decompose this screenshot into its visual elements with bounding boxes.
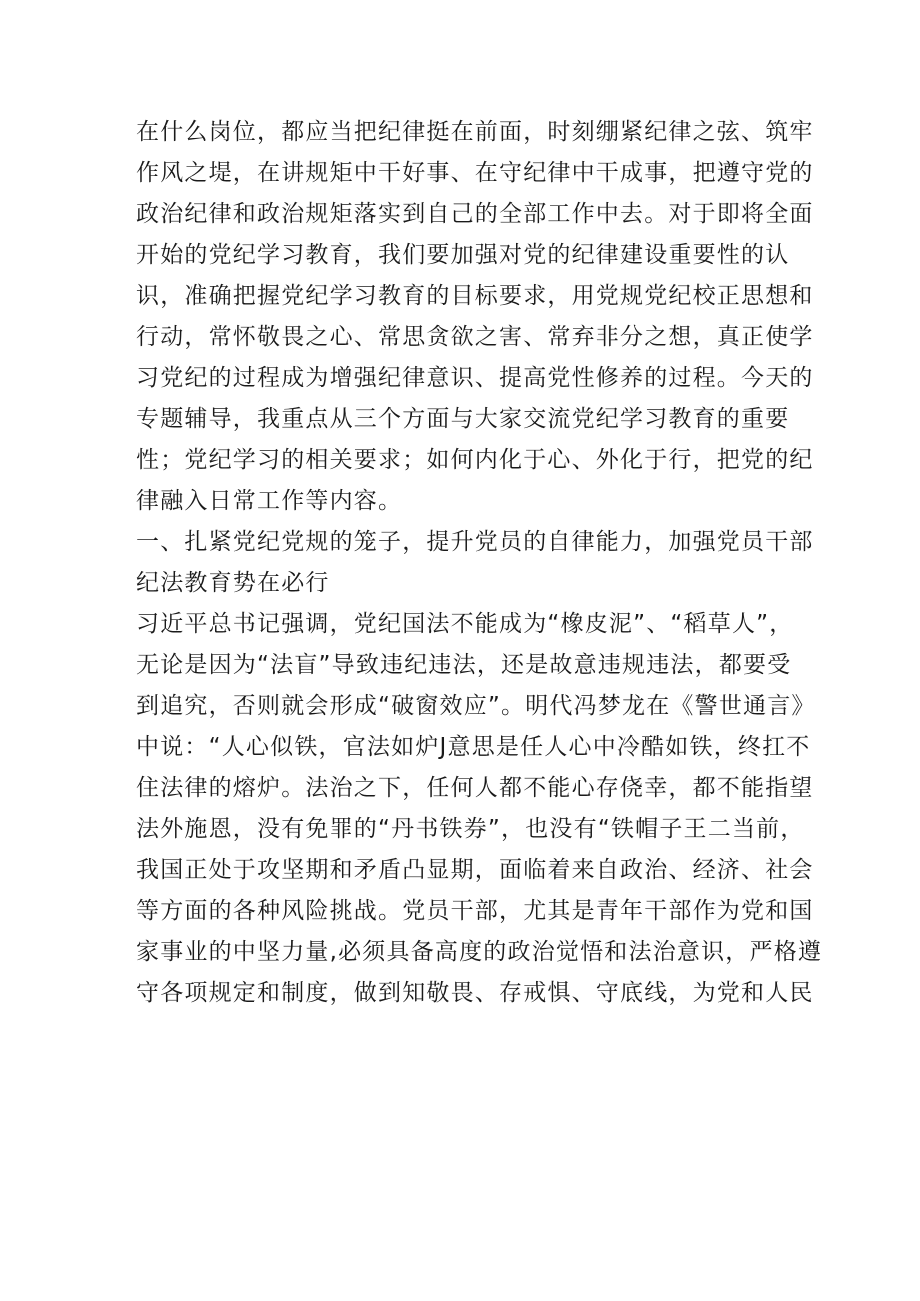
text-line: 我国正处于攻坚期和矛盾凸显期，面临着来自政治、经济、社会 — [136, 857, 814, 883]
text-line: 无论是因为“法盲”导致违纪违法，还是故意违规违法，都要受 — [136, 652, 792, 678]
text-line: 习党纪的过程成为增强纪律意识、提高党性修养的过程。今天的 — [136, 365, 814, 391]
text-line: 习近平总书记强调，党纪国法不能成为“橡皮泥”、“稻草人”， — [136, 611, 794, 637]
text-line: 等方面的各种风险挑战。党员干部，尤其是青年干部作为党和国 — [136, 898, 814, 924]
text-line: 法外施恩，没有免罪的“丹书铁券”，也没有“铁帽子王二当前， — [136, 816, 805, 842]
text-line: 开始的党纪学习教育，我们要加强对党的纪律建设重要性的认 — [136, 242, 790, 268]
body-text — [136, 112, 823, 1014]
text-line: 行动，常怀敬畏之心、常思贪欲之害、常弃非分之想，真正使学 — [136, 324, 814, 350]
text-line: 性；党纪学习的相关要求；如何内化于心、外化于行，把党的纪 — [136, 447, 814, 473]
text-line: 专题辅导，我重点从三个方面与大家交流党纪学习教育的重要 — [136, 406, 790, 432]
text-line: 在什么岗位，都应当把纪律挺在前面，时刻绷紧纪律之弦、筑牢 — [136, 119, 814, 145]
text-line: 识，准确把握党纪学习教育的目标要求，用党规党纪校正思想和 — [136, 283, 814, 309]
text-line: 家事业的中坚力量,必须具备高度的政治觉悟和法治意识，严格遵 — [136, 939, 823, 965]
text-line: 政治纪律和政治规矩落实到自己的全部工作中去。对于即将全面 — [136, 201, 814, 227]
text-line: 律融入日常工作等内容。 — [136, 488, 403, 514]
section-heading-line: 纪法教育势在必行 — [136, 570, 330, 596]
text-line: 中说：“人心似铁，官法如炉J意思是任人心中冷酷如铁，终扛不 — [136, 734, 811, 760]
text-line: 住法律的熔炉。法治之下，任何人都不能心存侥幸，都不能指望 — [136, 775, 814, 801]
text-line: 守各项规定和制度，做到知敬畏、存戒惧、守底线，为党和人民 — [136, 980, 814, 1006]
text-line: 作风之堤，在讲规矩中干好事、在守纪律中干成事，把遵守党的 — [136, 160, 814, 186]
section-heading-line: 一、扎紧党纪党规的笼子，提升党员的自律能力，加强党员干部 — [136, 529, 814, 555]
text-line: 到追究，否则就会形成“破窗效应”。明代冯梦龙在《警世通言》 — [136, 693, 816, 719]
